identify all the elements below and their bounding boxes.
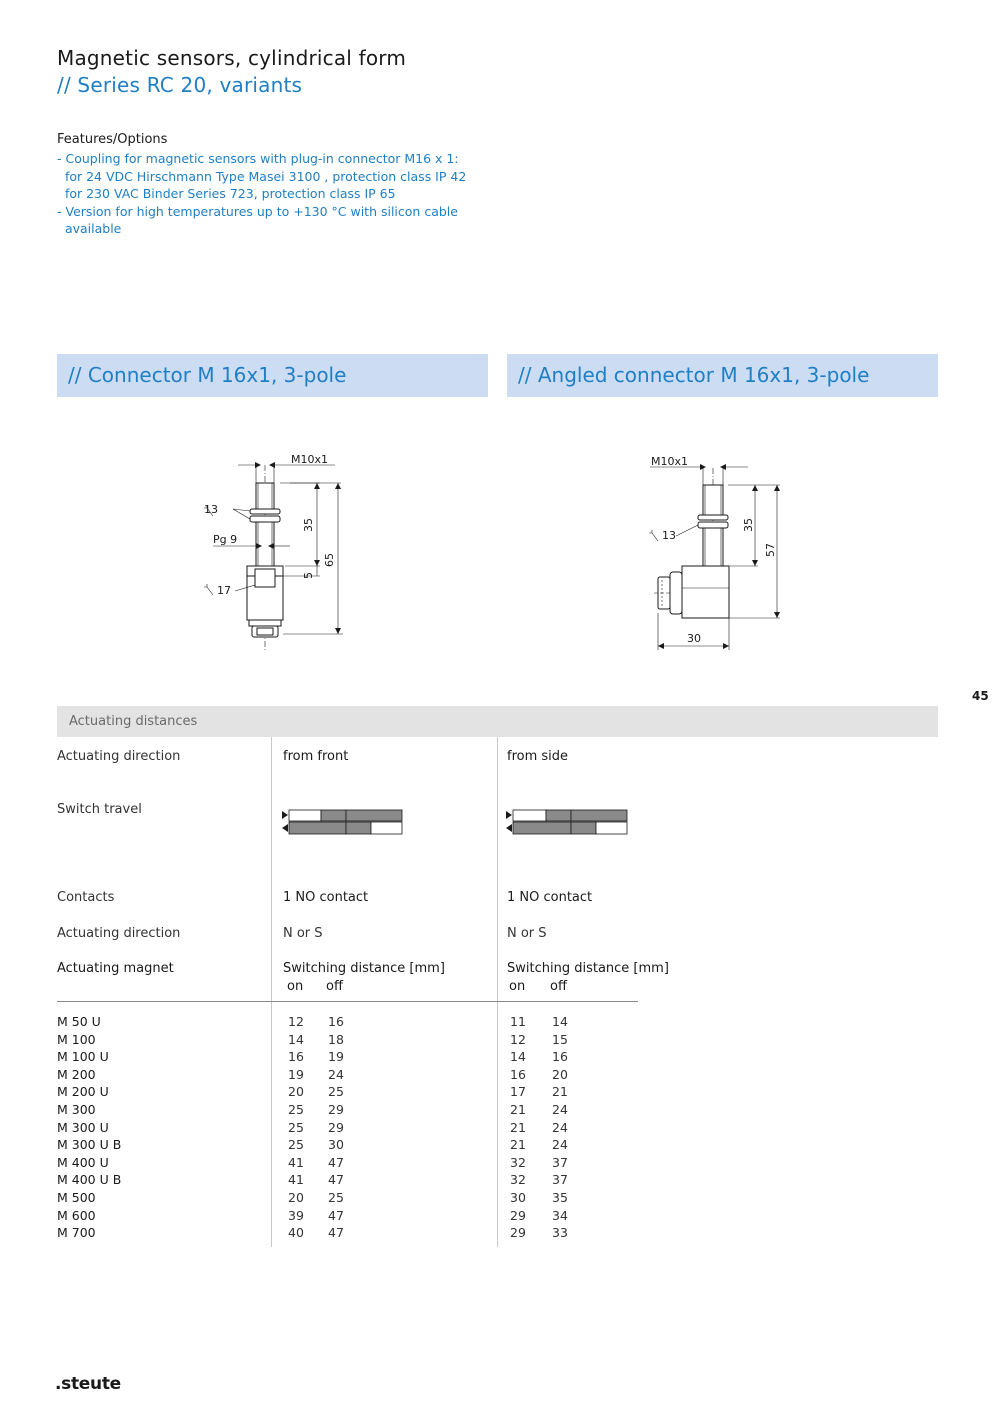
switch-travel-diagram-side <box>505 808 630 838</box>
label-actuating-direction-2: Actuating direction <box>57 926 181 941</box>
dim-35: 35 <box>302 518 315 532</box>
side-on-value: 17 <box>510 1084 526 1100</box>
front-off-value: 24 <box>328 1066 344 1082</box>
magnet-name: M 700 <box>57 1225 96 1241</box>
side-off-value: 15 <box>552 1031 568 1047</box>
side-off-value: 24 <box>552 1119 568 1135</box>
angled-connector-drawing <box>640 448 790 653</box>
side-on-value: 29 <box>510 1207 526 1223</box>
section-banner-angled-connector: // Angled connector M 16x1, 3-pole <box>507 354 938 397</box>
side-polarity: N or S <box>507 926 547 941</box>
magnet-name: M 200 U <box>57 1084 109 1100</box>
magnet-name: M 100 U <box>57 1049 109 1065</box>
arrow-right-icon <box>506 811 512 819</box>
side-off-header: off <box>550 979 567 994</box>
side-on-value: 12 <box>510 1031 526 1047</box>
side-on-value: 30 <box>510 1190 526 1205</box>
side-on-value: 14 <box>510 1049 526 1065</box>
front-on-value: 14 <box>288 1031 304 1047</box>
nut-upper <box>250 509 280 514</box>
magnet-name: M 300 <box>57 1102 96 1117</box>
front-on-value: 25 <box>288 1119 304 1135</box>
side-off-value: 21 <box>552 1084 568 1100</box>
wrench-13-label: 13 <box>662 529 676 542</box>
wrench-icon <box>204 584 213 595</box>
gland-label: Pg 9 <box>213 533 238 546</box>
front-off-value: 25 <box>328 1190 344 1205</box>
angled-housing <box>682 566 729 618</box>
page-subtitle: // Series RC 20, variants <box>57 73 303 97</box>
column-divider <box>497 737 498 1247</box>
magnet-name: M 200 <box>57 1066 96 1082</box>
front-off-value: 30 <box>328 1137 344 1153</box>
label-contacts: Contacts <box>57 890 115 905</box>
thread-label: M10x1 <box>291 453 328 466</box>
feature-line: - Version for high temperatures up to +130 °C with silicon cable <box>57 203 458 219</box>
magnet-name: M 600 <box>57 1207 96 1223</box>
side-switching-distance: Switching distance [mm] <box>507 961 669 976</box>
wrench-13-label: 13 <box>204 503 218 516</box>
side-on-header: on <box>509 979 526 994</box>
front-off-value: 47 <box>328 1154 344 1170</box>
connector-drawing <box>195 445 355 655</box>
page-number: 45 <box>972 689 989 703</box>
side-off-value: 20 <box>552 1066 568 1082</box>
front-off-value: 16 <box>328 1014 344 1029</box>
label-actuating-magnet: Actuating magnet <box>57 961 174 976</box>
side-off-value: 35 <box>552 1190 568 1205</box>
dim-35: 35 <box>742 518 755 532</box>
side-off-value: 16 <box>552 1049 568 1065</box>
nut-lower <box>250 516 280 522</box>
label-switch-travel: Switch travel <box>57 802 142 817</box>
front-direction: from front <box>283 749 349 764</box>
front-off-value: 47 <box>328 1207 344 1223</box>
thread-label: M10x1 <box>651 455 688 468</box>
dim-30: 30 <box>687 632 701 645</box>
magnet-name: M 500 <box>57 1190 96 1205</box>
arrow-left-icon <box>506 824 512 832</box>
section-banner-connector: // Connector M 16x1, 3-pole <box>57 354 488 397</box>
front-on-header: on <box>287 979 304 994</box>
front-on-value: 16 <box>288 1049 304 1065</box>
magnet-name: M 50 U <box>57 1014 101 1029</box>
feature-line: for 24 VDC Hirschmann Type Masei 3100 , protection class IP 42 <box>57 168 467 184</box>
side-contacts: 1 NO contact <box>507 890 593 905</box>
sensor-body <box>256 483 274 511</box>
arrow-right-icon <box>282 811 288 819</box>
table-header-rule <box>57 1001 638 1002</box>
feature-line: - Coupling for magnetic sensors with plug-in connector M16 x 1: <box>57 151 459 166</box>
feature-line: for 230 VAC Binder Series 723, protection class IP 65 <box>57 186 396 201</box>
magnet-name: M 400 U B <box>57 1172 122 1188</box>
side-off-value: 24 <box>552 1102 568 1117</box>
magnet-name: M 400 U <box>57 1154 109 1170</box>
front-off-value: 25 <box>328 1084 344 1100</box>
brand-logo: .steute <box>55 1374 121 1394</box>
front-on-value: 40 <box>288 1225 304 1241</box>
dim-65: 65 <box>323 553 336 567</box>
magnet-name: M 100 <box>57 1031 96 1047</box>
front-on-value: 20 <box>288 1084 304 1100</box>
side-on-value: 29 <box>510 1225 526 1241</box>
side-off-value: 37 <box>552 1154 568 1170</box>
side-off-value: 34 <box>552 1207 568 1223</box>
side-off-value: 24 <box>552 1137 568 1153</box>
side-off-value: 33 <box>552 1225 568 1241</box>
dim-5: 5 <box>302 572 315 579</box>
side-on-value: 21 <box>510 1137 526 1153</box>
front-on-value: 41 <box>288 1172 304 1188</box>
side-on-value: 32 <box>510 1172 526 1188</box>
front-contacts: 1 NO contact <box>283 890 369 905</box>
label-actuating-direction: Actuating direction <box>57 749 181 764</box>
front-off-header: off <box>326 979 343 994</box>
side-on-value: 21 <box>510 1102 526 1117</box>
features-heading: Features/Options <box>57 132 168 147</box>
magnet-name: M 300 U <box>57 1119 109 1135</box>
page-title: Magnetic sensors, cylindrical form <box>57 46 407 70</box>
side-on-value: 32 <box>510 1154 526 1170</box>
front-off-value: 29 <box>328 1119 344 1135</box>
side-off-value: 14 <box>552 1014 568 1029</box>
front-on-value: 20 <box>288 1190 304 1205</box>
dim-57: 57 <box>764 543 777 557</box>
table-band-heading: Actuating distances <box>57 706 938 737</box>
column-divider <box>271 737 272 1247</box>
side-on-value: 21 <box>510 1119 526 1135</box>
wrench-icon <box>649 530 658 541</box>
feature-line: available <box>57 221 122 236</box>
front-off-value: 18 <box>328 1031 344 1047</box>
front-off-value: 47 <box>328 1225 344 1241</box>
front-on-value: 25 <box>288 1137 304 1153</box>
side-direction: from side <box>507 749 569 764</box>
front-on-value: 25 <box>288 1102 304 1117</box>
front-off-value: 19 <box>328 1049 344 1065</box>
arrow-left-icon <box>282 824 288 832</box>
front-on-value: 41 <box>288 1154 304 1170</box>
side-on-value: 16 <box>510 1066 526 1082</box>
magnet-name: M 300 U B <box>57 1137 122 1153</box>
front-off-value: 29 <box>328 1102 344 1117</box>
front-polarity: N or S <box>283 926 323 941</box>
front-on-value: 19 <box>288 1066 304 1082</box>
switch-travel-diagram-front <box>281 808 406 838</box>
front-off-value: 47 <box>328 1172 344 1188</box>
side-off-value: 37 <box>552 1172 568 1188</box>
side-on-value: 11 <box>510 1014 526 1029</box>
front-on-value: 12 <box>288 1014 304 1029</box>
front-switching-distance: Switching distance [mm] <box>283 961 445 976</box>
wrench-17-label: 17 <box>217 584 231 597</box>
front-on-value: 39 <box>288 1207 304 1223</box>
